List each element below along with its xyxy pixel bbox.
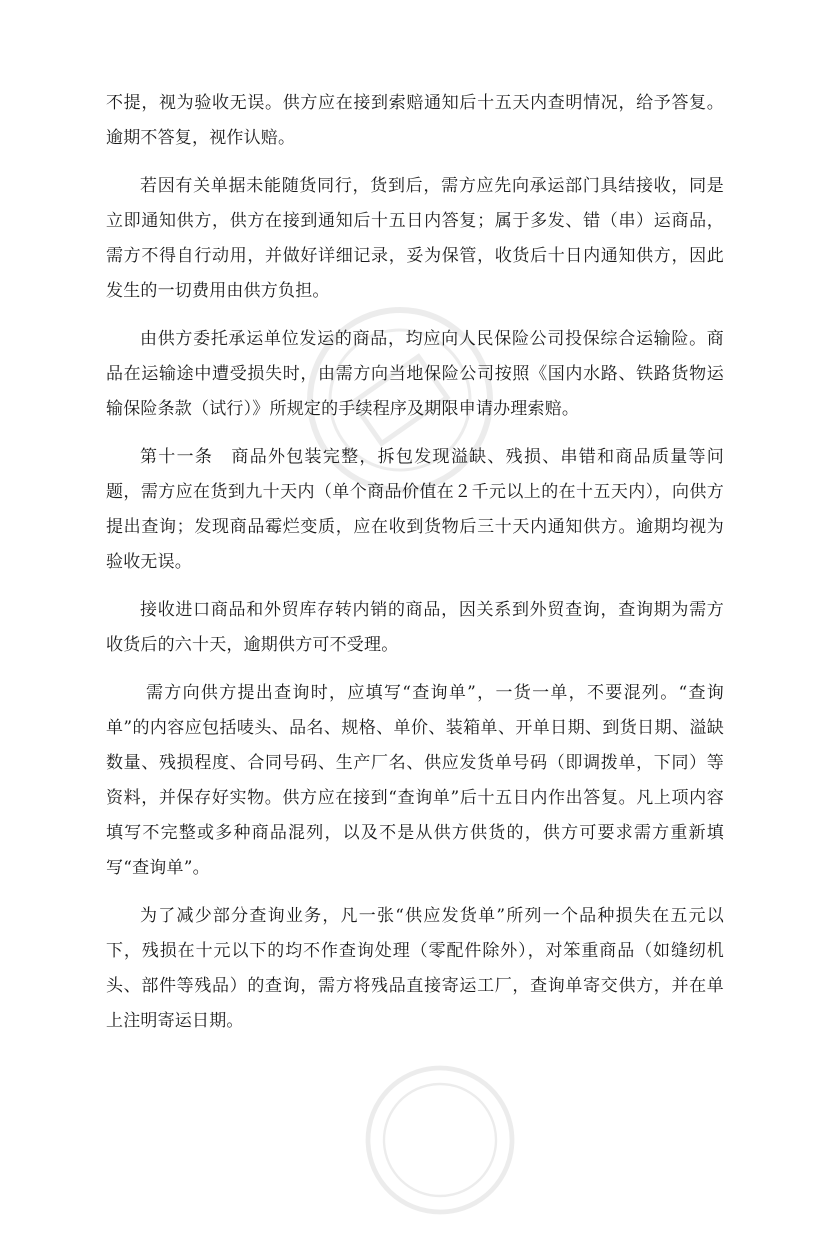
document-body bbox=[106, 86, 724, 1052]
watermark-seal-icon bbox=[329, 1029, 552, 1251]
paragraph: 不提，视为验收无误。供方应在接到索赔通知后十五天内查明情况，给予答复。逾期不答复，视作认赔。 bbox=[106, 93, 724, 148]
paragraph: 接收进口商品和外贸库存转内销的商品，因关系到外贸查询，查询期为需方收货后的六十天，逾期供方可不受理。 bbox=[106, 600, 724, 655]
paragraph: 需方向供方提出查询时，应填写“查询单”，一货一单，不要混列。“查询单”的内容应包括唛头、品名、规格、单价、装箱单、开单日期、到货日期、溢缺数量、残损程度、合同号码、生产厂名、供应发货单号码（即调拨单，下同）等资料，并保存好实物。供方应在接到“查询单”后十五日内作出答复。凡上项内容填写不完整或多种商品混列，以及不是从供方供货的，供方可要求需方重新填写“查询单”。 bbox=[106, 683, 724, 878]
paragraph: 第十一条 商品外包装完整，拆包发现溢缺、残损、串错和商品质量等问题，需方应在货到九十天内（单个商品价值在２千元以上的在十五天内），向供方提出查询；发现商品霉烂变质，应在收到货物后三十天内通知供方。逾期均视为验收无误。 bbox=[106, 447, 724, 572]
paragraph: 若因有关单据未能随货同行，货到后，需方应先向承运部门具结接收，同是立即通知供方，供方在接到通知后十五日内答复；属于多发、错（串）运商品，需方不得自行动用，并做好详细记录，妥为保管，收货后十日内通知供方，因此发生的一切费用由供方负担。 bbox=[106, 176, 724, 301]
paragraph: 由供方委托承运单位发运的商品，均应向人民保险公司投保综合运输险。商品在运输途中遭受损失时，由需方向当地保险公司按照《国内水路、铁路货物运输保险条款（试行）》所规定的手续程序及期限申请办理索赔。 bbox=[106, 329, 724, 419]
paragraph: 为了减少部分查询业务，凡一张“供应发货单”所列一个品种损失在五元以下，残损在十元以下的均不作查询处理（零配件除外），对笨重商品（如缝纫机头、部件等残品）的查询，需方将残品直接寄运工厂，查询单寄交供方，并在单上注明寄运日期。 bbox=[106, 906, 724, 1031]
